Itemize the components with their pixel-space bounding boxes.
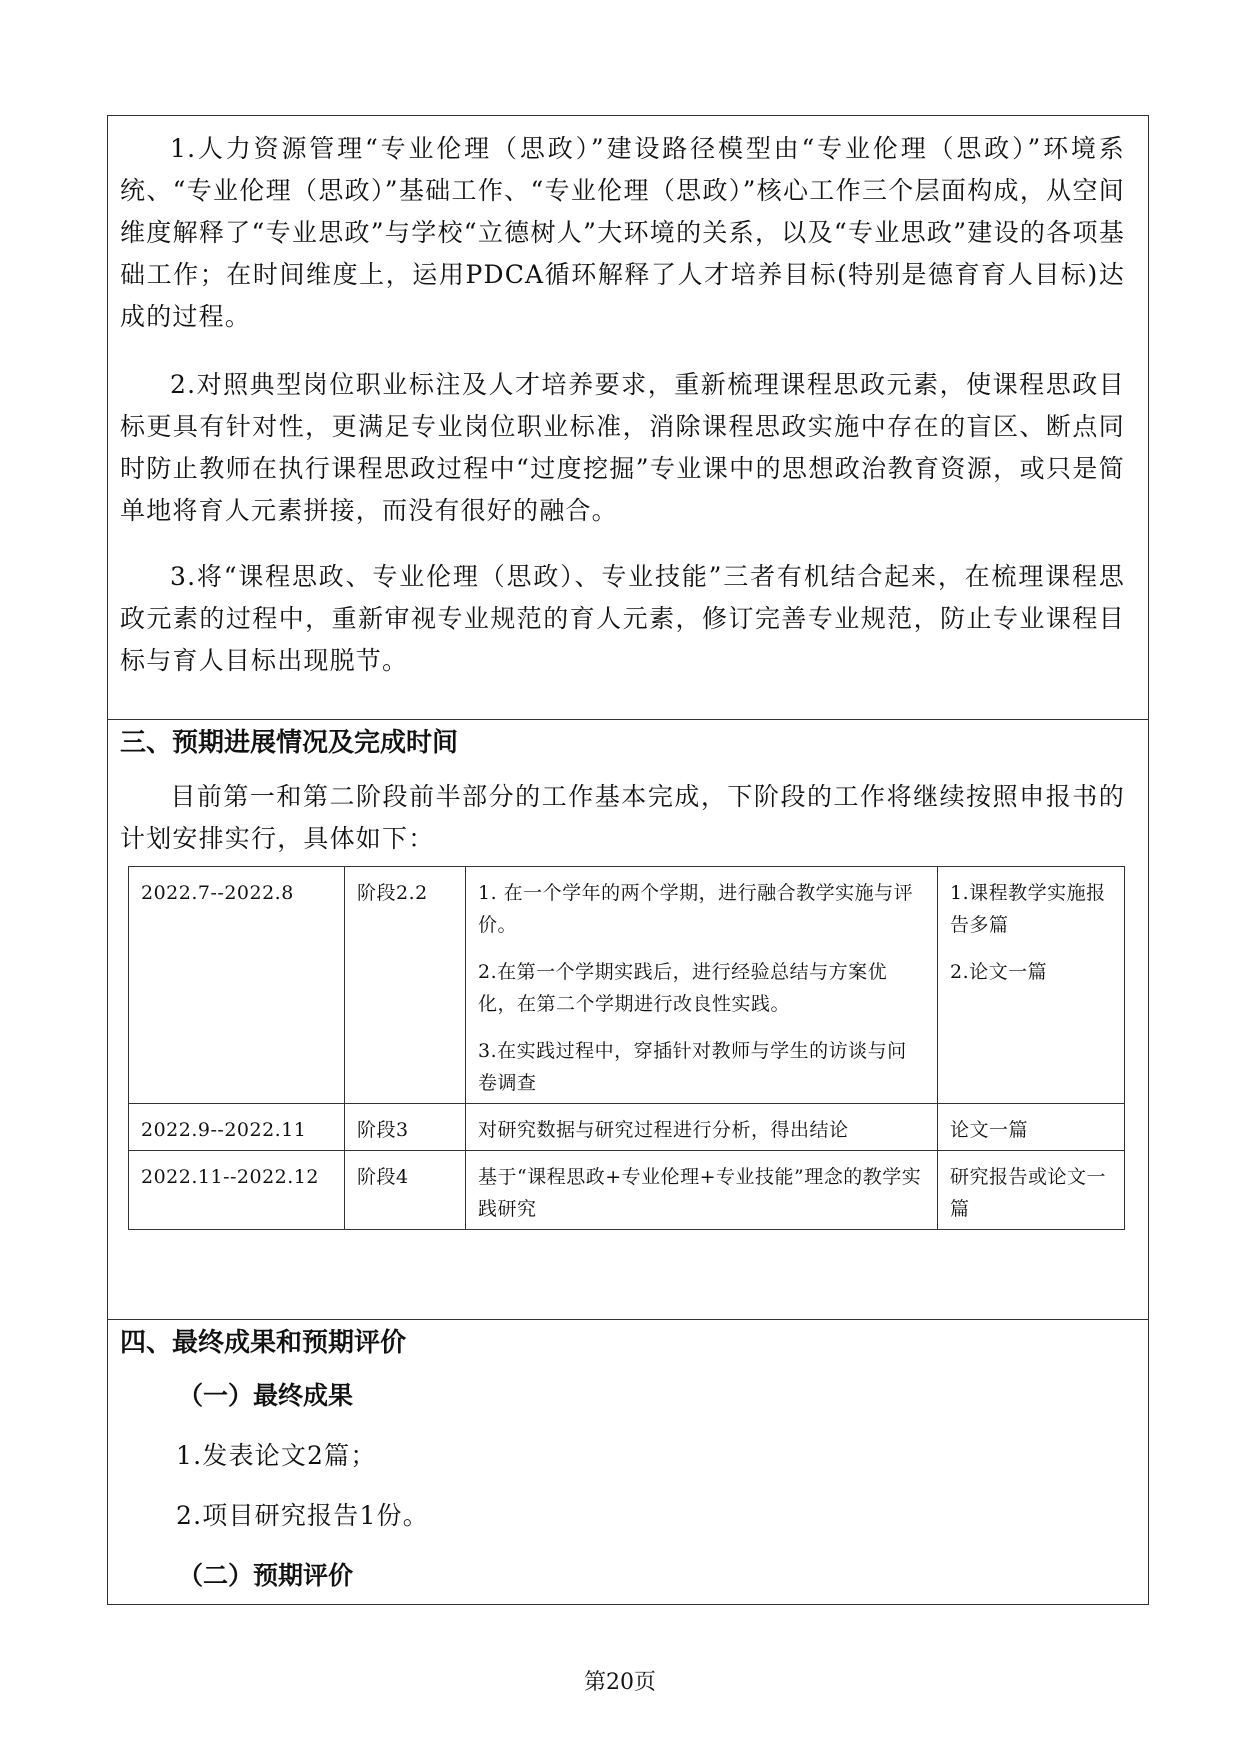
expected-evaluation-subheading: （二）预期评价	[178, 1561, 354, 1590]
page-number: 第20页	[584, 1670, 656, 1695]
section2-paragraph-2: 2.对照典型岗位职业标注及人才培养要求，重新梳理课程思政元素，使课程思政目标更具有针对性，更满足专业岗位职业标准，消除课程思政实施中存在的盲区、断点同时防止教师在执行课程思政过程中“过度挖掘”专业课中的思想政治教育资源，或只是简单地将育人元素拼接，而没有很好的融合。	[120, 370, 1125, 525]
content-item: 基于“课程思政+专业伦理+专业技能”理念的教学实践研究	[478, 1166, 922, 1220]
content-item: 1. 在一个学年的两个学期，进行融合教学实施与评价。	[478, 882, 914, 936]
output-cell	[938, 867, 1125, 1104]
output-item: 1.课程教学实施报告多篇	[950, 882, 1106, 936]
period-cell: 2022.11--2022.12	[129, 1151, 345, 1230]
content-item: 2.在第一个学期实践后，进行经验总结与方案优化，在第二个学期进行改良性实践。	[478, 961, 888, 1015]
section2-paragraph-1: 1.人力资源管理“专业伦理（思政）”建设路径模型由“专业伦理（思政）”环境系统、“专业伦理（思政）”基础工作、“专业伦理（思政）”核心工作三个层面构成，从空间维度解释了“专业思政”与学校“立德树人”大环境的关系，以及“专业思政”建设的各项基础工作；在时间维度上，运用PDCA循环解释了人才培养目标(特别是德育育人目标)达成的过程。	[120, 134, 1125, 331]
section3-intro: 目前第一和第二阶段前半部分的工作基本完成，下阶段的工作将继续按照申报书的计划安排实行，具体如下：	[120, 782, 1125, 853]
content-cell	[466, 1104, 938, 1151]
document-frame	[107, 115, 1149, 1605]
content-item: 3.在实践过程中，穿插针对教师与学生的访谈与问卷调查	[478, 1040, 907, 1094]
period-cell: 2022.9--2022.11	[129, 1104, 345, 1151]
output-cell	[938, 1151, 1125, 1230]
output-cell	[938, 1104, 1125, 1151]
schedule-table	[128, 866, 1125, 1230]
output-item: 2.论文一篇	[950, 961, 1048, 983]
stage-cell: 阶段4	[345, 1151, 466, 1230]
table-row	[129, 867, 1125, 1104]
result-item-2: 2.项目研究报告1份。	[176, 1501, 429, 1530]
stage-cell: 阶段2.2	[345, 867, 466, 1104]
stage-cell: 阶段3	[345, 1104, 466, 1151]
output-item: 论文一篇	[950, 1119, 1029, 1141]
content-cell	[466, 867, 938, 1104]
section-divider	[108, 1319, 1148, 1320]
section4-heading: 四、最终成果和预期评价	[120, 1328, 407, 1358]
table-row	[129, 1104, 1125, 1151]
section3-heading: 三、预期进展情况及完成时间	[120, 728, 459, 758]
final-results-subheading: （一）最终成果	[178, 1381, 354, 1410]
table-row	[129, 1151, 1125, 1230]
content-item: 对研究数据与研究过程进行分析，得出结论	[478, 1119, 849, 1141]
output-item: 研究报告或论文一篇	[950, 1166, 1107, 1220]
period-cell: 2022.7--2022.8	[129, 867, 345, 1104]
section2-paragraph-3: 3.将“课程思政、专业伦理（思政）、专业技能”三者有机结合起来，在梳理课程思政元素的过程中，重新审视专业规范的育人元素，修订完善专业规范，防止专业课程目标与育人目标出现脱节。	[120, 562, 1125, 675]
content-cell	[466, 1151, 938, 1230]
section-divider	[108, 719, 1148, 720]
result-item-1: 1.发表论文2篇；	[176, 1441, 377, 1470]
